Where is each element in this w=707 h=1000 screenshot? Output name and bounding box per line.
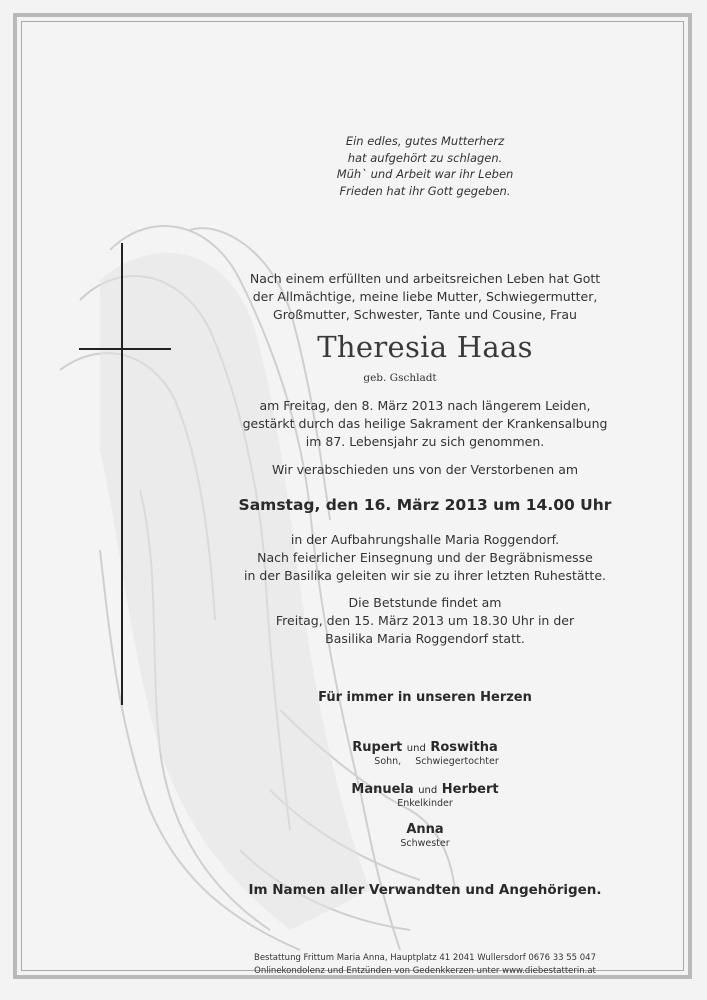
poem-line: Müh` und Arbeit war ihr Leben	[336, 167, 514, 181]
und-connector: und	[418, 785, 438, 796]
place-line: Nach feierlicher Einsegnung und der Begräbnismesse	[257, 550, 593, 565]
footer-line: Bestattung Frittum Maria Anna, Hauptplatz 41 2041 Wullersdorf 0676 33 55 047	[253, 953, 596, 963]
poem-line: Ein edles, gutes Mutterherz	[345, 134, 505, 148]
intro-line: Großmutter, Schwester, Tante und Cousine, Frau	[273, 307, 577, 322]
prayer-line: Die Betstunde findet am	[348, 595, 502, 610]
deceased-name: Theresia Haas	[317, 330, 533, 364]
relation-label: Enkelkinder	[397, 798, 453, 809]
family-group-sister	[180, 822, 670, 849]
intro-line: Nach einem erfüllten und arbeitsreichen Leben hat Gott	[249, 271, 601, 286]
relation-label: Schwiegertochter	[415, 756, 499, 767]
family-group-son	[180, 740, 670, 767]
maiden-name: geb. Gschladt	[363, 372, 437, 384]
family-name: Anna	[406, 822, 444, 837]
family-name: Herbert	[441, 782, 499, 797]
intro-line: der Allmächtige, meine liebe Mutter, Schwiegermutter,	[252, 289, 598, 304]
death-notice	[180, 397, 670, 451]
undertaker-footer	[180, 952, 670, 977]
poem-verse	[180, 133, 670, 199]
death-line: im 87. Lebensjahr zu sich genommen.	[305, 434, 545, 449]
poem-line: hat aufgehört zu schlagen.	[347, 150, 503, 165]
poem-line: Frieden hat ihr Gott gegeben.	[339, 183, 511, 198]
ceremony-place	[180, 531, 670, 585]
und-connector: und	[406, 743, 426, 754]
forever-in-hearts: Für immer in unseren Herzen	[318, 690, 532, 705]
footer-line: Onlinekondolenz und Entzünden von Gedenkkerzen unter www.diebestatterin.at	[254, 965, 596, 976]
prayer-line: Freitag, den 15. März 2013 um 18.30 Uhr in der	[275, 613, 575, 628]
family-name: Rupert	[352, 740, 403, 755]
cross-vertical-bar	[121, 243, 123, 705]
relation-label: Schwester	[400, 838, 450, 849]
family-name: Roswitha	[430, 740, 498, 755]
place-line: in der Basilika geleiten wir sie zu ihrer letzten Ruhestätte.	[244, 568, 606, 583]
death-line: gestärkt durch das heilige Sakrament der Krankensalbung	[242, 416, 608, 431]
family-group-grandchildren	[180, 782, 670, 809]
intro-text	[180, 270, 670, 324]
cross-horizontal-bar	[79, 348, 171, 350]
farewell-text: Wir verabschieden uns von der Verstorbenen am	[271, 462, 579, 477]
relation-label: Sohn,	[374, 756, 402, 767]
prayer-hour	[180, 594, 670, 648]
closing-line: Im Namen aller Verwandten und Angehörigen.	[248, 882, 602, 898]
place-line: in der Aufbahrungshalle Maria Roggendorf.	[290, 532, 560, 547]
funeral-date: Samstag, den 16. März 2013 um 14.00 Uhr	[238, 496, 612, 514]
death-line: am Freitag, den 8. März 2013 nach längerem Leiden,	[259, 398, 591, 413]
prayer-line: Basilika Maria Roggendorf statt.	[325, 631, 525, 646]
family-name: Manuela	[351, 782, 414, 797]
